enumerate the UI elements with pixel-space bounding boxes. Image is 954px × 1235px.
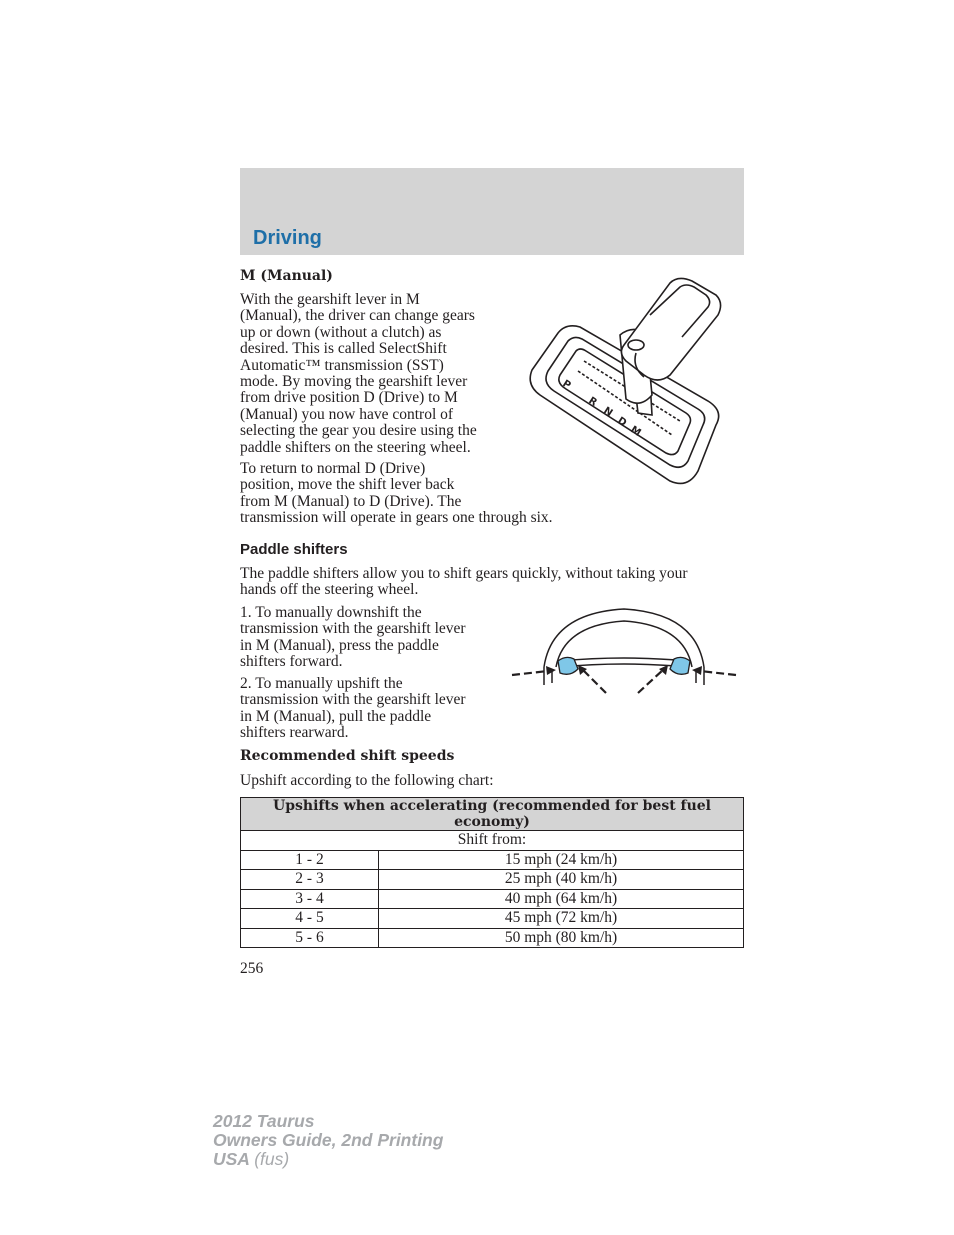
paddle-step-1: 1. To manually downshift the transmission with the gearshift lever in M (Manual), press the paddle shifters forward. — [240, 604, 466, 671]
table-row — [241, 870, 744, 890]
section-title: Driving — [253, 227, 322, 249]
document-footer — [213, 1112, 443, 1169]
gate-label-m: M — [628, 424, 643, 439]
manual-heading: M (Manual) — [240, 268, 333, 284]
table-cell-gear: 4 - 5 — [241, 909, 379, 929]
paddle-heading: Paddle shifters — [240, 541, 348, 558]
right-paddle — [670, 657, 690, 674]
recommended-heading: Recommended shift speeds — [240, 748, 455, 764]
gate-label-d: D — [615, 415, 629, 430]
table-title: Upshifts when accelerating (recommended for best fuel economy) — [241, 798, 744, 831]
manual-paragraph-1: With the gearshift lever in M (Manual), the driver can change gears up or down (without a clutch) as desired. This is called SelectShift Automatic™ transmission (SST) mode. By moving the gearshift lever from drive position D (Drive) to M (Manual) you now have control of selecting the gear you desire using the paddle shifters on the steering wheel. — [240, 291, 477, 456]
left-paddle — [558, 657, 578, 674]
table-cell-speed: 15 mph (24 km/h) — [379, 850, 744, 870]
table-row — [241, 909, 744, 929]
footer-region-code: (fus) — [254, 1149, 290, 1169]
table-cell-speed: 45 mph (72 km/h) — [379, 909, 744, 929]
gate-label-n: N — [601, 405, 615, 420]
table-row — [241, 928, 744, 948]
table-cell-speed: 25 mph (40 km/h) — [379, 870, 744, 890]
table-subheader: Shift from: — [241, 831, 744, 851]
footer-guide-edition: Owners Guide, 2nd Printing — [213, 1130, 444, 1150]
paddle-intro: The paddle shifters allow you to shift gears quickly, without taking your hands off the steering wheel. — [240, 565, 688, 599]
table-cell-speed: 50 mph (80 km/h) — [379, 928, 744, 948]
recommended-intro: Upshift according to the following chart: — [240, 772, 494, 789]
footer-region: USA — [213, 1149, 250, 1169]
shift-speed-table — [240, 797, 744, 948]
table-cell-gear: 5 - 6 — [241, 928, 379, 948]
table-cell-gear: 3 - 4 — [241, 889, 379, 909]
table-subheader-row — [241, 831, 744, 851]
footer-model: 2012 Taurus — [213, 1111, 315, 1131]
page-number: 256 — [240, 960, 264, 977]
footer-market — [213, 1150, 443, 1169]
manual-paragraph-2: To return to normal D (Drive) position, move the shift lever back from M (Manual) to D (Drive). The transmission will operate in gears one through six. — [240, 460, 553, 527]
paddle-step-2: 2. To manually upshift the transmission with the gearshift lever in M (Manual), pull the paddle shifters rearward. — [240, 675, 466, 742]
paddle-shifter-illustration — [508, 605, 740, 697]
gearshift-illustration — [520, 275, 730, 493]
table-cell-gear: 1 - 2 — [241, 850, 379, 870]
table-title-row — [241, 798, 744, 831]
gate-label-r: R — [586, 395, 599, 409]
section-header — [240, 168, 744, 255]
table-row — [241, 850, 744, 870]
table-cell-gear: 2 - 3 — [241, 870, 379, 890]
table-cell-speed: 40 mph (64 km/h) — [379, 889, 744, 909]
gate-label-p: P — [560, 378, 573, 392]
table-row — [241, 889, 744, 909]
